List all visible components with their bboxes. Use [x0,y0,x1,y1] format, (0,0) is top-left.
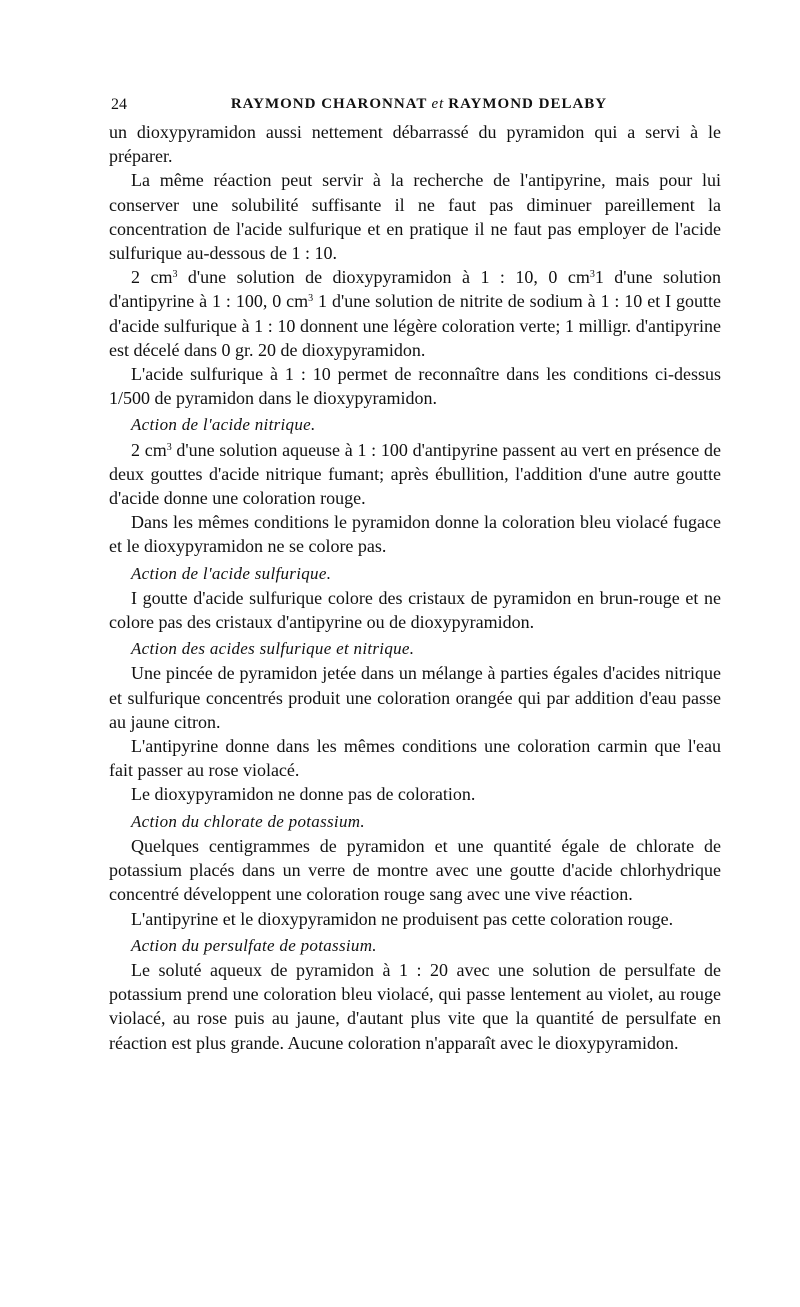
paragraph: L'acide sulfurique à 1 : 10 permet de reconnaître dans les conditions ci-dessus 1/500 de pyramidon dans le dioxypyramidon. [109,364,721,409]
running-head [109,92,721,120]
section-heading: Action de l'acide sulfurique. [131,563,332,583]
paragraph: Dans les mêmes conditions le pyramidon donne la coloration bleu violacé fugace et le dioxypyramidon ne se colore pas. [109,512,721,557]
author-right: RAYMOND DELABY [448,96,608,112]
text-run: 1 d'une solution de nitrite de sodium à 1 : 10 et I goutte d'acide sulfurique à 1 : 10 donnent une légère coloration verte; 1 milligr. d'antipyrine est décelé dans 0 gr. 20 de dioxypyramidon. [109,291,721,360]
paragraph: Le soluté aqueux de pyramidon à 1 : 20 avec une solution de persulfate de potassium prend une coloration bleu violacé, qui passe lentement au violet, au rouge violacé, au rose puis au jaune, d'autant plus vite que la quantité de persulfate en réaction est plus grande. Aucune coloration n'apparaît avec le dioxypyramidon. [109,959,721,1053]
author-conjunction: et [431,96,445,112]
text-run: d'une solution de dioxypyramidon à 1 : 10, 0 cm [177,267,590,288]
paragraph: L'antipyrine donne dans les mêmes conditions une coloration carmin que l'eau fait passer au rose violacé. [109,736,721,781]
section-heading: Action de l'acide nitrique. [131,415,316,435]
paragraph: La même réaction peut servir à la recherche de l'antipyrine, mais pour lui conserver une solubilité suffisante il ne faut pas diminuer pareillement la concentration de l'acide sulfurique et en pratique il ne faut pas employer de l'acide sulfurique au-dessous de 1 : 10. [109,170,721,264]
section-heading: Action du chlorate de potassium. [131,811,365,831]
page-number: 24 [111,96,127,113]
paragraph: L'antipyrine et le dioxypyramidon ne produisent pas cette coloration rouge. [131,908,674,929]
paragraph [109,438,721,511]
text-run: 2 cm [131,439,167,460]
superscript: 3 [166,441,172,453]
author-left: RAYMOND CHARONNAT [230,96,428,112]
superscript: 3 [589,269,595,281]
body-text [109,120,721,1055]
paragraph: Une pincée de pyramidon jetée dans un mélange à parties égales d'acides nitrique et sulfurique concentrés produit une coloration orangée qui par addition d'eau passe au jaune citron. [109,663,721,732]
text-run: 2 cm [131,267,173,288]
running-title [209,96,629,113]
paragraph: un dioxypyramidon aussi nettement débarrassé du pyramidon qui a servi à le préparer. [109,122,721,167]
text-run: 1 d'une solution d'antipyrine à 1 : 100, 0 cm [109,267,721,312]
text-run: d'une solution aqueuse à 1 : 100 d'antipyrine passent au vert en présence de deux gouttes d'acide nitrique fumant; après ébullition, l'addition d'une autre goutte d'acide donne une coloration rouge. [109,439,721,509]
paragraph: Quelques centigrammes de pyramidon et une quantité égale de chlorate de potassium placés dans un verre de montre avec une goutte d'acide chlorhydrique concentré développent une coloration rouge sang avec une vive réaction. [109,835,721,905]
paragraph: Le dioxypyramidon ne donne pas de coloration. [131,784,476,805]
superscript: 3 [172,269,178,281]
section-heading: Action des acides sulfurique et nitrique. [131,639,415,659]
section-heading: Action du persulfate de potassium. [131,935,377,955]
paragraph [109,265,721,362]
paragraph: I goutte d'acide sulfurique colore des cristaux de pyramidon en brun-rouge et ne colore pas des cristaux d'antipyrine ou de dioxypyramidon. [109,587,721,633]
page [109,92,721,1055]
superscript: 3 [308,293,314,305]
